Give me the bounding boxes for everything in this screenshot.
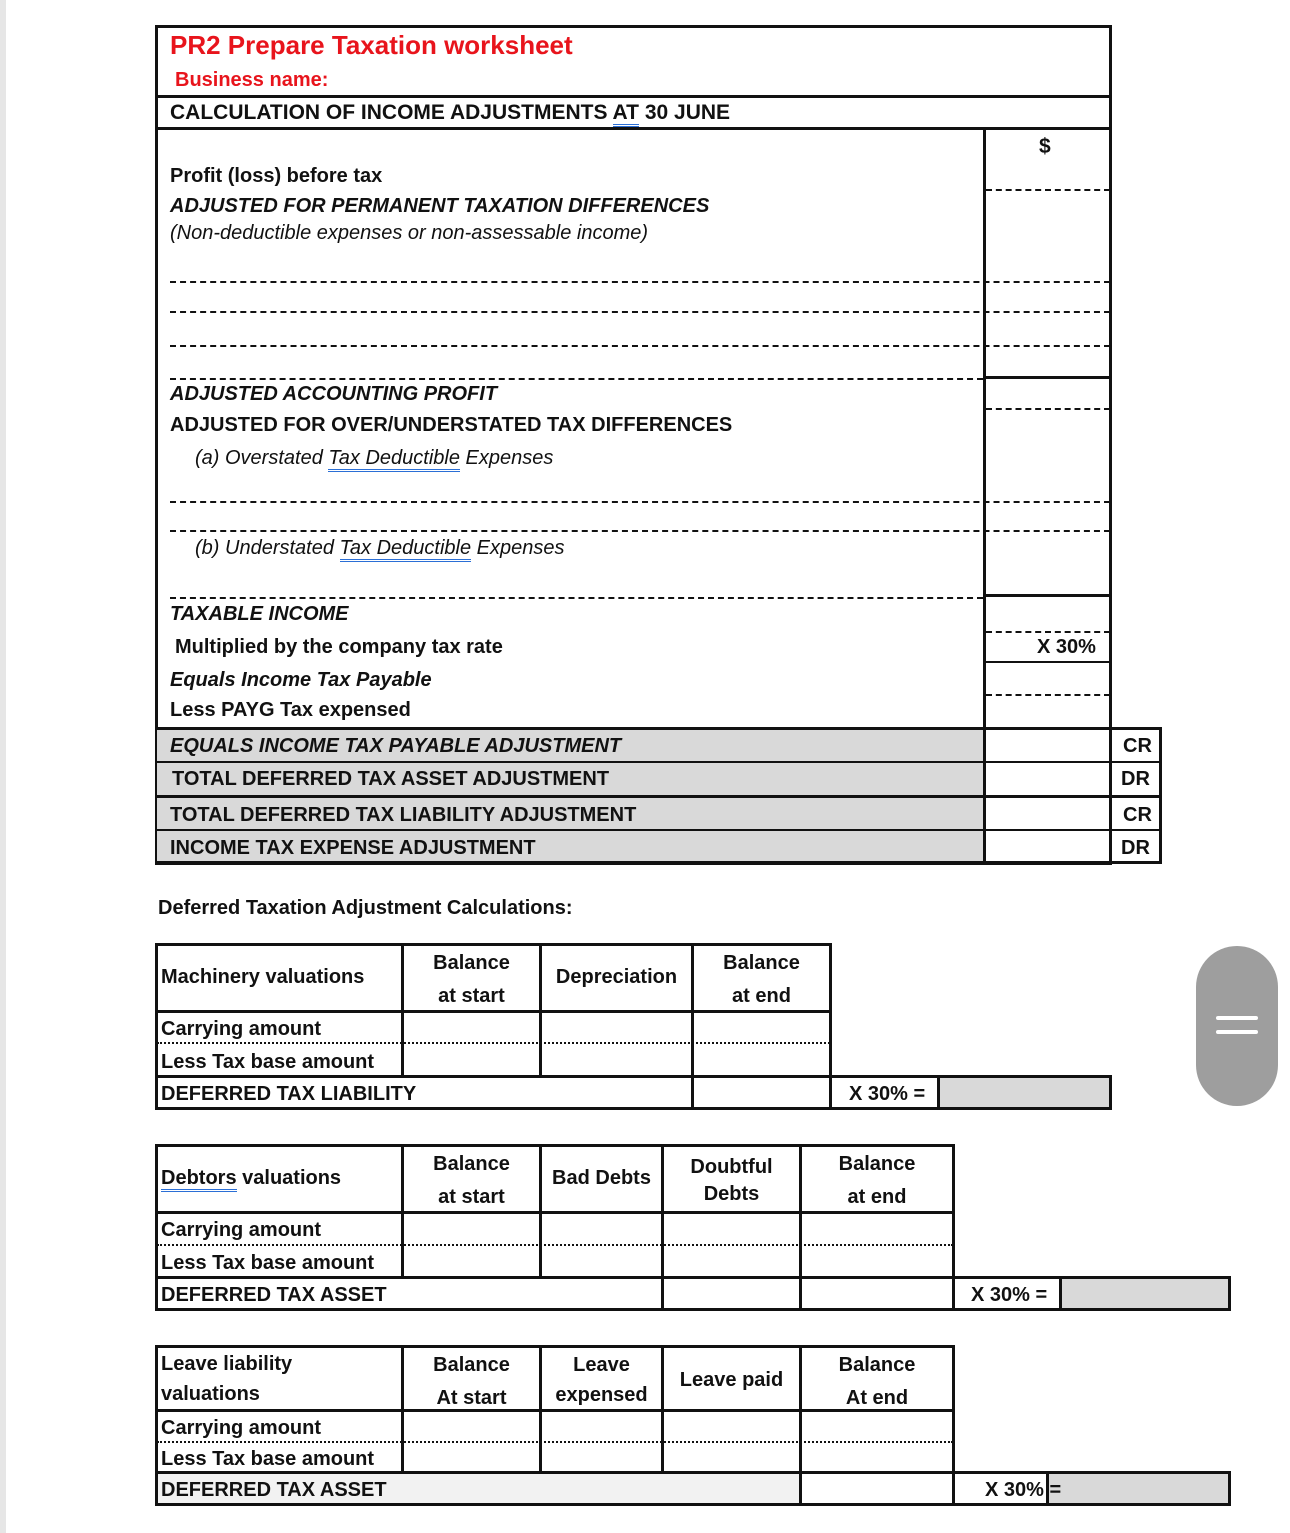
carrying-amount-label: Carrying amount <box>161 1219 322 1241</box>
machinery-title: Machinery valuations <box>161 966 365 988</box>
col-header: at end <box>732 985 791 1007</box>
taxable-income: TAXABLE INCOME <box>170 603 349 625</box>
understated-expenses: (b) Understated Tax Deductible Expenses <box>195 537 564 560</box>
col-header: Balance <box>723 952 800 974</box>
col-header: Depreciation <box>555 966 678 988</box>
col-header: Balance <box>838 1354 916 1376</box>
debtors-title: Debtors valuations <box>161 1167 341 1190</box>
window-left-edge <box>0 0 6 1533</box>
machinery-result-cell[interactable] <box>940 1078 1109 1107</box>
over-under-heading: ADJUSTED FOR OVER/UNDERSTATED TAX DIFFERENCES <box>170 414 733 436</box>
tax-base-label: Less Tax base amount <box>161 1051 375 1073</box>
calc-title: CALCULATION OF INCOME ADJUSTMENTS AT 30 JUNE <box>170 101 730 125</box>
multiplied-by-rate: Multiplied by the company tax rate <box>175 636 503 658</box>
drag-handle-icon[interactable] <box>1196 946 1278 1106</box>
col-header: Balance <box>838 1153 916 1175</box>
carrying-amount-label: Carrying amount <box>161 1417 322 1439</box>
col-header: Debts <box>703 1183 760 1205</box>
leave-title: Leave liability <box>161 1353 293 1375</box>
leave-title: valuations <box>161 1383 260 1405</box>
summary-row-side: DR <box>1121 768 1150 790</box>
col-header: Balance <box>433 952 510 974</box>
permanent-heading: ADJUSTED FOR PERMANENT TAXATION DIFFERENCES <box>170 195 710 217</box>
rate-label: X 30% = <box>985 1479 1062 1501</box>
permanent-note: (Non-deductible expenses or non-assessable income) <box>170 222 649 244</box>
col-header: Leave <box>573 1354 630 1376</box>
overstated-expenses: (a) Overstated Tax Deductible Expenses <box>195 447 553 470</box>
less-payg: Less PAYG Tax expensed <box>170 699 411 721</box>
profit-before-tax: Profit (loss) before tax <box>170 165 383 187</box>
summary-row-side: DR <box>1121 837 1150 859</box>
rate-label: X 30% = <box>971 1284 1048 1306</box>
tax-base-label: Less Tax base amount <box>161 1252 375 1274</box>
tax-base-label: Less Tax base amount <box>161 1448 375 1470</box>
col-header: Balance <box>433 1153 510 1175</box>
tax-rate-value: X 30% <box>1037 636 1096 658</box>
equals-tax-payable: Equals Income Tax Payable <box>170 669 432 691</box>
col-header: at start <box>438 1186 505 1208</box>
page-title: PR2 Prepare Taxation worksheet <box>170 30 573 60</box>
currency-symbol: $ <box>1039 135 1051 158</box>
col-header: expensed <box>555 1384 648 1406</box>
leave-result-cell[interactable] <box>1049 1474 1228 1503</box>
summary-row-label: INCOME TAX EXPENSE ADJUSTMENT <box>170 837 536 859</box>
deferred-tax-asset-label: DEFERRED TAX ASSET <box>161 1479 387 1501</box>
col-header: at end <box>847 1186 907 1208</box>
summary-row-label: EQUALS INCOME TAX PAYABLE ADJUSTMENT <box>170 735 622 757</box>
debtors-result-cell[interactable] <box>1062 1279 1228 1308</box>
col-header: Doubtful <box>690 1156 773 1178</box>
summary-row-label: TOTAL DEFERRED TAX ASSET ADJUSTMENT <box>172 768 610 790</box>
col-header: At end <box>845 1387 909 1409</box>
deferred-heading: Deferred Taxation Adjustment Calculations: <box>158 897 573 919</box>
business-name-label: Business name: <box>175 69 329 91</box>
rate-label: X 30% = <box>849 1083 926 1105</box>
col-header: Leave paid <box>679 1369 784 1391</box>
col-header: At start <box>436 1387 507 1409</box>
col-header: Bad Debts <box>552 1167 651 1189</box>
adjusted-accounting-profit: ADJUSTED ACCOUNTING PROFIT <box>170 383 498 405</box>
carrying-amount-label: Carrying amount <box>161 1018 322 1040</box>
summary-row-label: TOTAL DEFERRED TAX LIABILITY ADJUSTMENT <box>170 804 637 826</box>
summary-row-side: CR <box>1123 804 1152 826</box>
deferred-tax-liability-label: DEFERRED TAX LIABILITY <box>161 1083 417 1105</box>
summary-row-side: CR <box>1123 735 1152 757</box>
col-header: at start <box>438 985 505 1007</box>
deferred-tax-asset-label: DEFERRED TAX ASSET <box>161 1284 387 1306</box>
col-header: Balance <box>433 1354 510 1376</box>
